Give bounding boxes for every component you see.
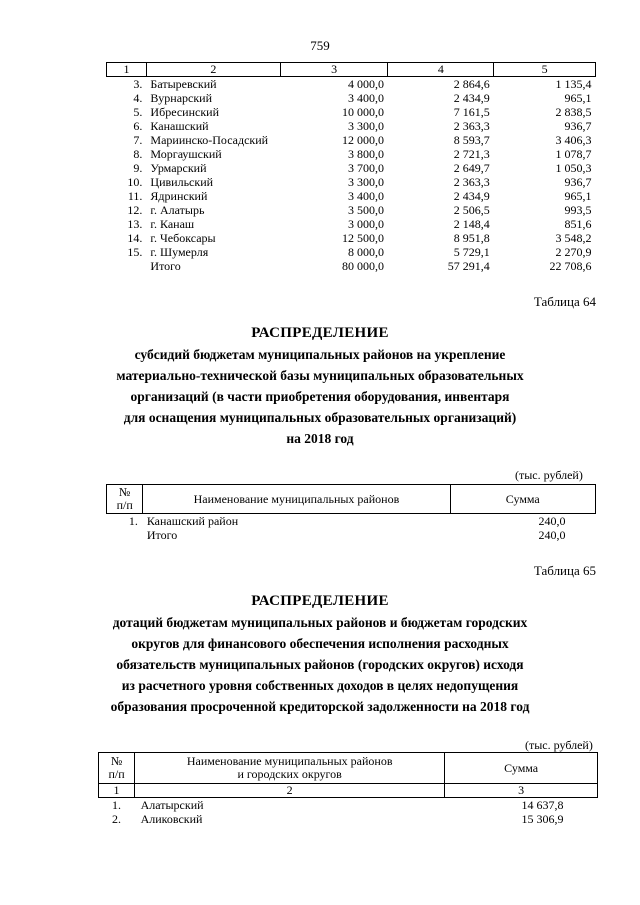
- heading-line: образования просроченной кредиторской задолженности на 2018 год: [110, 699, 530, 714]
- table-cell: 1.: [128, 514, 138, 528]
- table-cell: 240,0: [538, 528, 566, 542]
- table-header-row: [107, 63, 596, 77]
- table-cell: 3 406,3: [555, 133, 592, 147]
- table-row: [99, 798, 598, 813]
- table-cell: 2.: [112, 812, 122, 826]
- table-row: [107, 259, 596, 273]
- table-cell: 2 506,5: [453, 203, 490, 217]
- table-cell: 3 548,2: [555, 231, 592, 245]
- table-cell: 10 000,0: [341, 105, 384, 119]
- table-cell: 5.: [133, 105, 143, 119]
- table-cell: 8.: [133, 147, 143, 161]
- table-row: [107, 147, 596, 161]
- header-cell-name: Наименование муниципальных районов: [143, 485, 450, 514]
- table-row: [107, 203, 596, 217]
- table-header-row: [107, 485, 596, 514]
- heading-line: РАСПРЕДЕЛЕНИЕ: [251, 325, 389, 341]
- table-row: [107, 77, 596, 92]
- table-cell: Канашский район: [146, 514, 239, 528]
- table-row: [107, 514, 596, 529]
- table-cell: Аликовский: [140, 812, 203, 826]
- table-cell: 4.: [133, 91, 143, 105]
- table-cell: 2 864,6: [453, 77, 490, 91]
- table-64: [106, 484, 596, 542]
- heading-line: на 2018 год: [286, 431, 354, 446]
- table-row: [107, 245, 596, 259]
- header-cell-name: Наименование муниципальных районов и городских округов: [135, 753, 445, 784]
- table-cell: 7 161,5: [453, 105, 490, 119]
- header-cell-sum: Сумма: [445, 753, 598, 784]
- header-cell-number: № п/п: [99, 753, 135, 784]
- column-number-cell: 3: [445, 784, 598, 798]
- header-cell: 2: [146, 63, 280, 77]
- table-cell: Батыревский: [150, 77, 217, 91]
- table-row: [107, 119, 596, 133]
- table-cell: Ядринский: [150, 189, 208, 203]
- table-row: [99, 812, 598, 826]
- table-cell: 3 300,0: [347, 175, 384, 189]
- header-cell: 1: [107, 63, 147, 77]
- table-cell: Цивильский: [150, 175, 214, 189]
- table-row: [107, 175, 596, 189]
- table-cell: 1 050,3: [555, 161, 592, 175]
- table-cell: 1.: [112, 798, 122, 812]
- column-number-cell: 1: [99, 784, 135, 798]
- table-cell: 2 270,9: [555, 245, 592, 259]
- heading-line: для оснащения муниципальных образовательных организаций): [123, 410, 517, 425]
- table-cell: 3 000,0: [347, 217, 384, 231]
- table-cell: 2 721,3: [453, 147, 490, 161]
- subsidy-continuation-table: [106, 62, 596, 273]
- table-cell: 4 000,0: [347, 77, 384, 91]
- table-cell: 14 637,8: [521, 798, 564, 812]
- table-cell: 80 000,0: [341, 259, 384, 273]
- table-cell: 936,7: [564, 175, 592, 189]
- table-cell: 2 363,3: [453, 175, 490, 189]
- table-cell: 8 951,8: [453, 231, 490, 245]
- table-cell: 14.: [127, 231, 143, 245]
- table-cell: 2 838,5: [555, 105, 592, 119]
- header-cell-sum: Сумма: [450, 485, 595, 514]
- table-cell: г. Алатырь: [150, 203, 205, 217]
- table-cell: Итого: [150, 259, 181, 273]
- table-cell: 993,5: [564, 203, 592, 217]
- table-cell: 3 800,0: [347, 147, 384, 161]
- table-cell: 22 708,6: [549, 259, 592, 273]
- table-cell: 2 649,7: [453, 161, 490, 175]
- table-row: [107, 105, 596, 119]
- table-cell: 3 300,0: [347, 119, 384, 133]
- table-cell: 15 306,9: [521, 812, 564, 826]
- table-cell: 3 400,0: [347, 189, 384, 203]
- page-number: 759: [310, 38, 330, 53]
- table-row: [107, 161, 596, 175]
- table-row: [107, 528, 596, 542]
- table-cell: 11.: [127, 189, 143, 203]
- table-cell: 15.: [127, 245, 143, 259]
- table-cell: 12.: [127, 203, 143, 217]
- table-cell: 1 078,7: [555, 147, 592, 161]
- header-cell: 3: [280, 63, 388, 77]
- table-cell: Моргаушский: [150, 147, 222, 161]
- table-cell: 240,0: [538, 514, 566, 528]
- table-cell: 9.: [133, 161, 143, 175]
- table-cell: 851,6: [564, 217, 592, 231]
- table-cell: г. Канаш: [150, 217, 195, 231]
- table-cell: 3 700,0: [347, 161, 384, 175]
- table-cell: г. Чебоксары: [150, 231, 216, 245]
- table-cell: 7.: [133, 133, 143, 147]
- table-65-heading: [0, 591, 640, 717]
- heading-line: организаций (в части приобретения оборудования, инвентаря: [130, 389, 510, 404]
- header-cell: 4: [388, 63, 494, 77]
- table-body: [107, 77, 596, 274]
- heading-line: дотаций бюджетам муниципальных районов и бюджетам городских: [112, 615, 528, 630]
- heading-line: материально-технической базы муниципальных образовательных: [116, 368, 524, 383]
- table-row: [107, 217, 596, 231]
- table-cell: Вурнарский: [150, 91, 213, 105]
- table-65-caption: Таблица 65: [533, 563, 596, 578]
- heading-line: обязательств муниципальных районов (городских округов) исходя: [116, 657, 524, 672]
- table-cell: Канашский: [150, 119, 209, 133]
- table-cell: 965,1: [564, 189, 592, 203]
- table-cell: [107, 259, 147, 273]
- header-cell-number: № п/п: [107, 485, 143, 514]
- heading-line: РАСПРЕДЕЛЕНИЕ: [251, 593, 389, 609]
- table-cell: Урмарский: [150, 161, 207, 175]
- table-header-row: [99, 753, 598, 784]
- heading-line: округов для финансового обеспечения исполнения расходных: [131, 636, 509, 651]
- table-body: [107, 514, 596, 543]
- table-cell: 3 500,0: [347, 203, 384, 217]
- table-cell: 8 000,0: [347, 245, 384, 259]
- table-cell: 5 729,1: [453, 245, 490, 259]
- column-number-row: [99, 784, 598, 798]
- table-65-unit: (тыс. рублей): [525, 738, 593, 752]
- table-cell: 2 148,4: [453, 217, 490, 231]
- table-cell: 10.: [127, 175, 143, 189]
- table-cell: Алатырский: [140, 798, 204, 812]
- table-64-unit: (тыс. рублей): [515, 468, 583, 482]
- table-cell: 1 135,4: [555, 77, 592, 91]
- heading-line: из расчетного уровня собственных доходов в целях недопущения: [121, 678, 519, 693]
- heading-line: субсидий бюджетам муниципальных районов на укрепление: [134, 347, 506, 362]
- table-cell: 57 291,4: [447, 259, 490, 273]
- table-65: [98, 752, 598, 826]
- header-cell: 5: [494, 63, 596, 77]
- table-cell: 965,1: [564, 91, 592, 105]
- table-cell: 2 434,9: [453, 91, 490, 105]
- table-cell: 12 500,0: [341, 231, 384, 245]
- table-cell: 2 363,3: [453, 119, 490, 133]
- table-cell: 8 593,7: [453, 133, 490, 147]
- table-row: [107, 189, 596, 203]
- table-cell: 3.: [133, 77, 143, 91]
- table-row: [107, 91, 596, 105]
- table-cell: 3 400,0: [347, 91, 384, 105]
- table-cell: Ибресинский: [150, 105, 219, 119]
- table-64-caption: Таблица 64: [533, 294, 596, 309]
- table-cell: [107, 528, 143, 542]
- column-number-cell: 2: [135, 784, 445, 798]
- table-cell: 13.: [127, 217, 143, 231]
- table-cell: г. Шумерля: [150, 245, 209, 259]
- table-cell: 936,7: [564, 119, 592, 133]
- table-64-heading: [0, 323, 640, 449]
- table-row: [107, 231, 596, 245]
- table-cell: 12 000,0: [341, 133, 384, 147]
- table-cell: 2 434,9: [453, 189, 490, 203]
- table-cell: 6.: [133, 119, 143, 133]
- table-body: [99, 798, 598, 827]
- table-cell: Мариинско-Посадский: [150, 133, 269, 147]
- table-row: [107, 133, 596, 147]
- table-cell: Итого: [146, 528, 178, 542]
